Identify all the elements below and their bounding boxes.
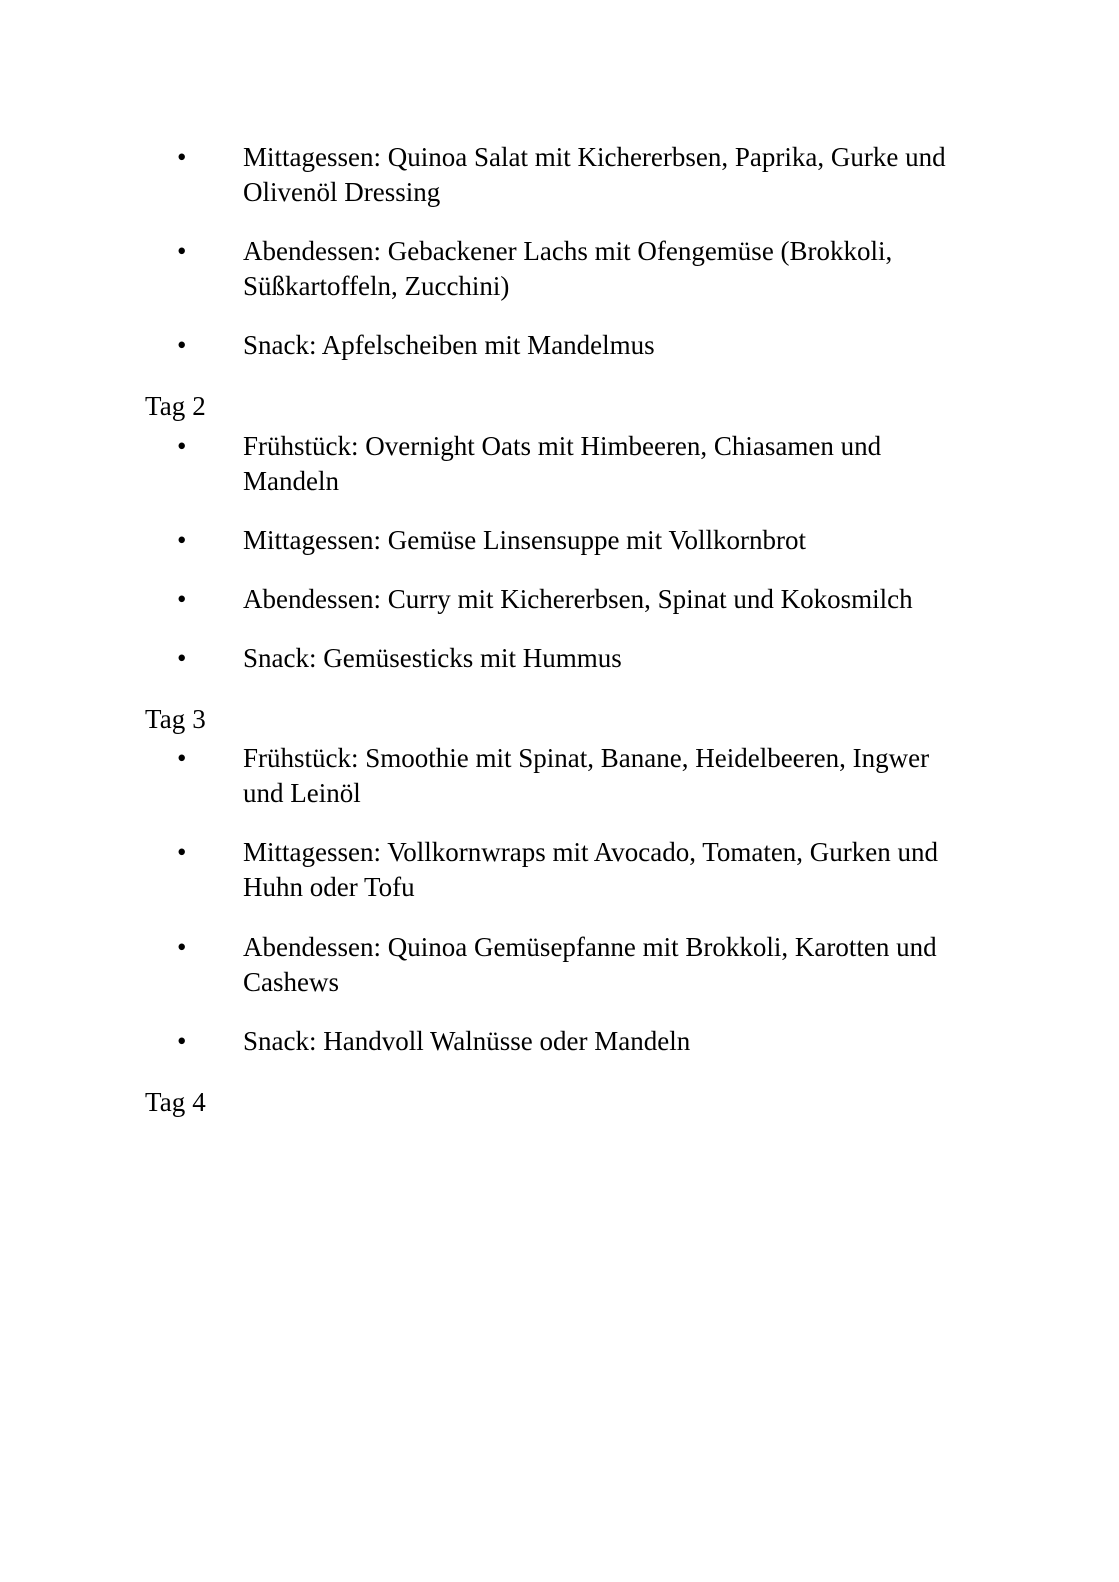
day-heading-tag-3: Tag 3: [145, 704, 206, 735]
list-item: [145, 930, 975, 1000]
list-item: [145, 328, 975, 363]
list-item-text: Snack: Gemüsesticks mit Hummus: [243, 642, 622, 673]
day-heading-tag-2: Tag 2: [145, 391, 206, 422]
bullet-icon: •: [177, 1025, 187, 1056]
list-item: [145, 582, 975, 617]
list-item: [145, 741, 975, 811]
list-item-text: Mittagessen: Gemüse Linsensuppe mit Vollkornbrot: [243, 524, 806, 555]
list-item-text: Mittagessen: Vollkornwraps mit Avocado, Tomaten, Gurken und Huhn oder Tofu: [243, 837, 939, 903]
list-item-text: Abendessen: Quinoa Gemüsepfanne mit Brokkoli, Karotten und Cashews: [243, 931, 937, 997]
bullet-icon: •: [177, 837, 187, 868]
list-item: [145, 140, 975, 210]
meal-list-day-2: [145, 429, 975, 676]
list-item-text: Snack: Handvoll Walnüsse oder Mandeln: [243, 1025, 691, 1056]
bullet-icon: •: [177, 931, 187, 962]
bullet-icon: •: [177, 583, 187, 614]
list-item: [145, 641, 975, 676]
list-item-text: Frühstück: Overnight Oats mit Himbeeren, Chiasamen und Mandeln: [243, 430, 882, 496]
list-item-text: Frühstück: Smoothie mit Spinat, Banane, Heidelbeeren, Ingwer und Leinöl: [243, 743, 930, 809]
bullet-icon: •: [177, 743, 187, 774]
meal-list-day-1: [145, 140, 975, 363]
bullet-icon: •: [177, 330, 187, 361]
list-item: [145, 523, 975, 558]
bullet-icon: •: [177, 524, 187, 555]
bullet-icon: •: [177, 642, 187, 673]
list-item: [145, 429, 975, 499]
day-heading-tag-4: Tag 4: [145, 1086, 206, 1117]
list-item: [145, 234, 975, 304]
bullet-icon: •: [177, 142, 187, 172]
document-body: [145, 140, 975, 1120]
list-item-text: Snack: Apfelscheiben mit Mandelmus: [243, 330, 655, 361]
meal-list-day-3: [145, 741, 975, 1059]
list-item: [145, 835, 975, 905]
list-item-text: Abendessen: Gebackener Lachs mit Ofengemüse (Brokkoli, Süßkartoffeln, Zucchini): [243, 236, 893, 302]
bullet-icon: •: [177, 236, 187, 267]
list-item: [145, 1024, 975, 1059]
list-item-text: Abendessen: Curry mit Kichererbsen, Spinat und Kokosmilch: [243, 583, 913, 614]
bullet-icon: •: [177, 430, 187, 461]
list-item-text: Mittagessen: Quinoa Salat mit Kichererbsen, Paprika, Gurke und Olivenöl Dressing: [243, 142, 946, 208]
